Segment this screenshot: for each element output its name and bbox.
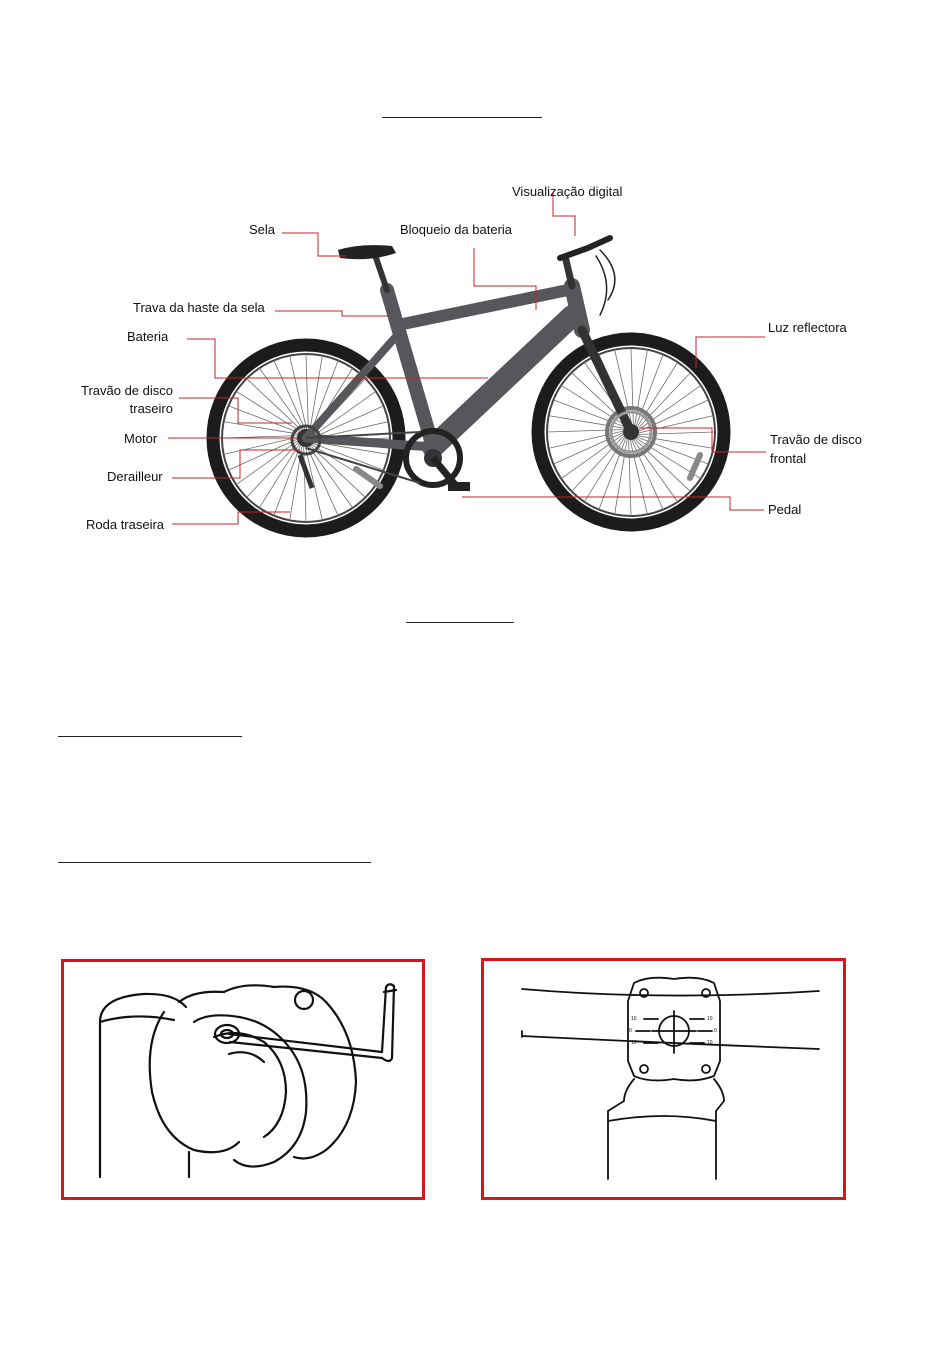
bike-frame [306, 238, 631, 447]
subheading-rule-1 [58, 736, 242, 737]
spoke [290, 356, 307, 430]
label-motor: Motor [124, 431, 158, 446]
label-derailleur: Derailleur [107, 469, 163, 484]
label-bloqueio-bateria: Bloqueio da bateria [400, 222, 513, 237]
spoke [304, 446, 306, 522]
spoke [224, 437, 298, 454]
label-sela: Sela [249, 222, 276, 237]
label-roda-traseira: Roda traseira [86, 517, 165, 532]
tick-label-10-left-top: 10 [631, 1016, 637, 1022]
tick-label-10-right-top: 10 [707, 1016, 713, 1022]
saddle [338, 245, 396, 259]
label-trava-haste-sela: Trava da haste da sela [133, 300, 265, 315]
tick-label-0-right: 0 [714, 1028, 717, 1034]
label-travao-frontal-2: frontal [770, 451, 807, 466]
figure-seat-clamp [61, 959, 425, 1200]
figure-stem-faceplate [481, 958, 846, 1200]
tick-label-0-left: 0 [629, 1028, 632, 1034]
label-travao-traseiro-1: Travão de disco [80, 383, 173, 398]
label-visualizacao-digital: Visualização digital [512, 184, 623, 199]
label-travao-traseiro-2: traseiro [129, 401, 173, 416]
label-luz-reflectora: Luz reflectora [768, 320, 847, 335]
tick-label-10-left-bottom: 10 [631, 1040, 637, 1046]
tick-label-10-right-bottom: 10 [707, 1040, 713, 1046]
hex-key-seat-clamp-icon [64, 962, 422, 1197]
label-bateria: Bateria [127, 329, 169, 344]
tick-labels [484, 961, 843, 1197]
label-pedal: Pedal [768, 502, 802, 517]
label-travao-frontal-1: Travão de disco [770, 432, 863, 447]
spoke [306, 354, 308, 430]
heading-rule-assembly [406, 622, 514, 623]
subheading-rule-2 [58, 862, 371, 863]
